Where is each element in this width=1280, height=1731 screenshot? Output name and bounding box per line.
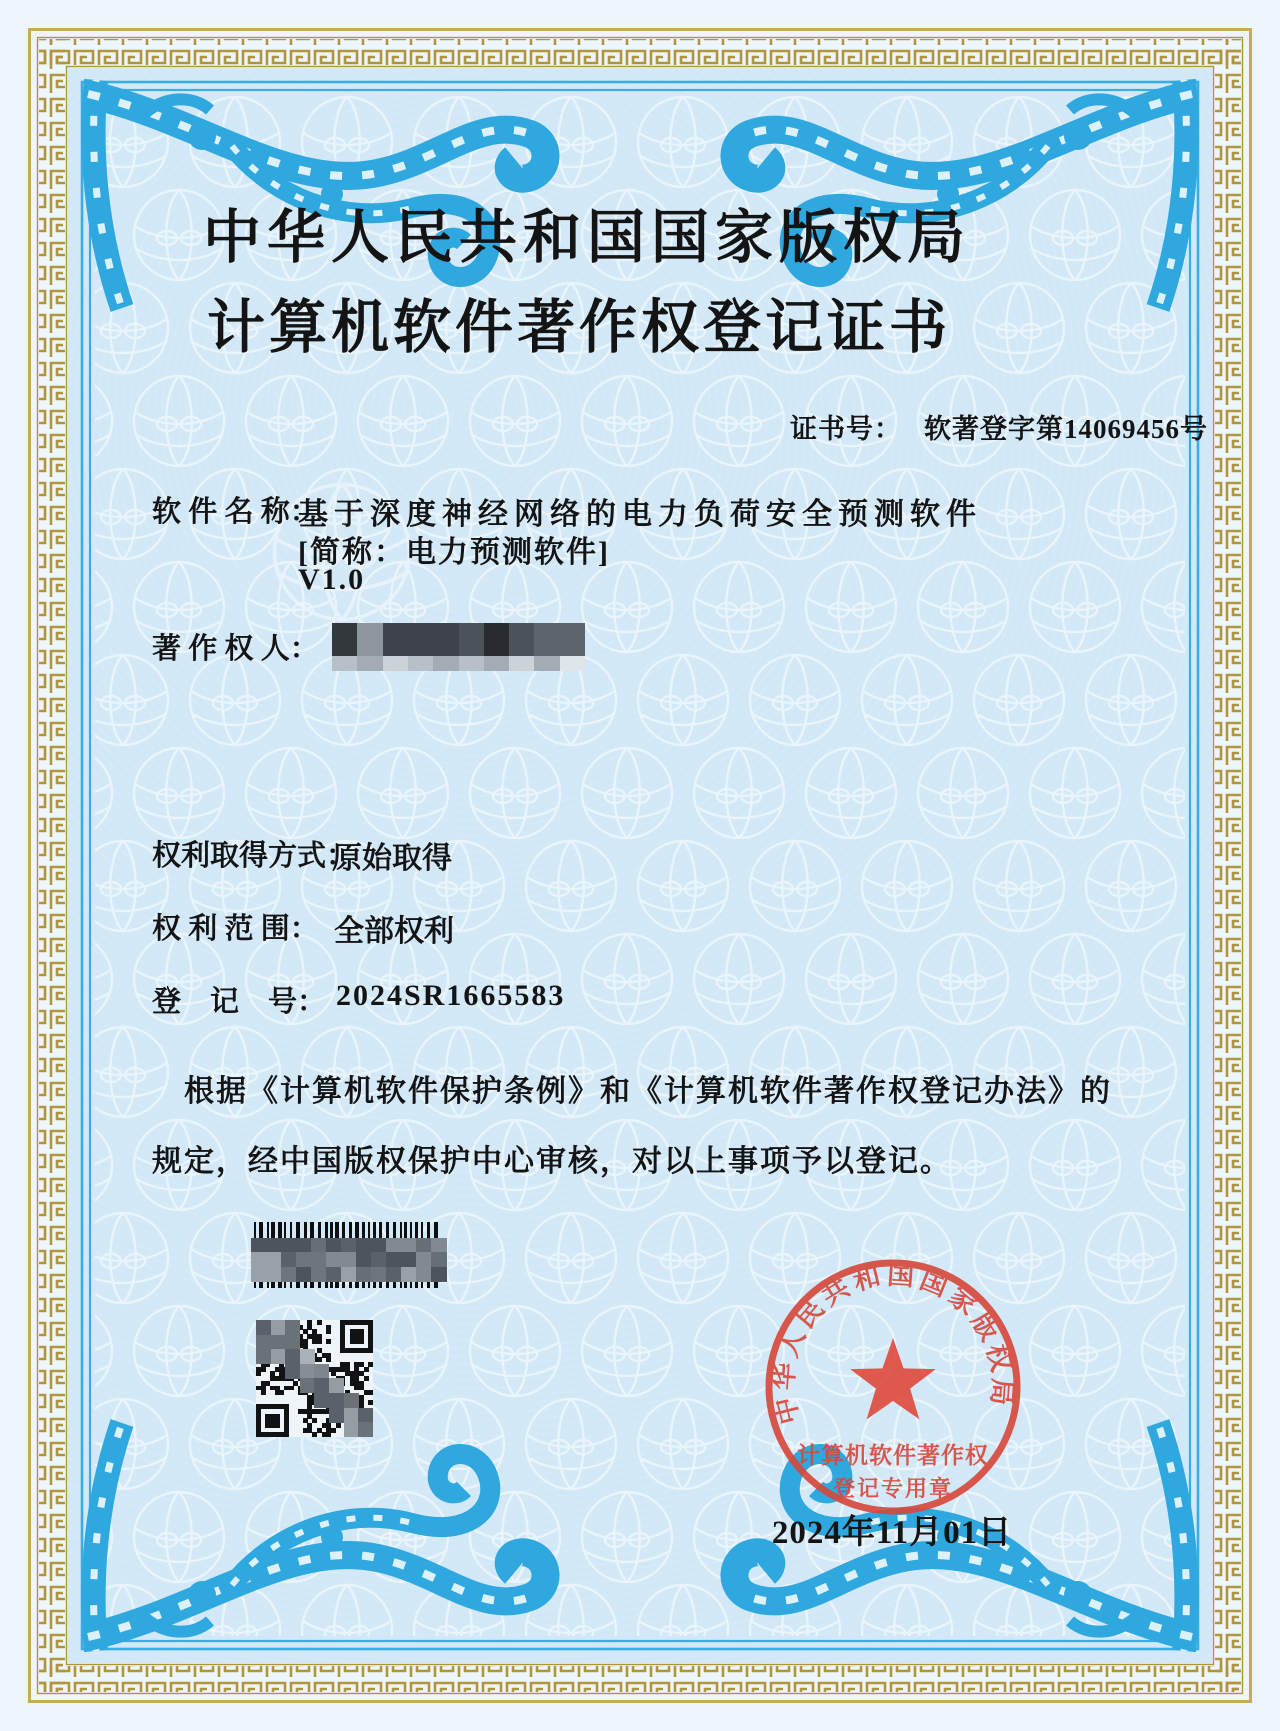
qr-redaction-mosaic (256, 1320, 373, 1437)
document-title: 计算机软件著作权登记证书 (207, 295, 952, 360)
registration-date: 2024年11月01日 (771, 1515, 1013, 1551)
field-value-acquisition-method: 原始取得 (332, 842, 452, 875)
barcode-redaction-mosaic (251, 1238, 446, 1281)
field-label-software-name: 软 件 名 称： (152, 496, 319, 528)
seal-ring-text: 中华人民共和国国家版权局 (768, 1259, 1018, 1428)
authority-title: 中华人民共和国国家版权局 (203, 205, 972, 270)
certificate-number-value: 软著登字第14069456号 (924, 414, 1208, 444)
seal-subtitle-2: 登记专用章 (832, 1476, 954, 1501)
seal-star-icon (850, 1338, 936, 1419)
field-label-acquisition-method: 权利取得方式： (152, 840, 356, 872)
field-label-rights-scope: 权 利 范 围： (152, 913, 319, 945)
certificate-number-line (790, 407, 1208, 446)
field-label-registration-number: 登 记 号： (152, 986, 327, 1018)
statement-line-1: 根据《计算机软件保护条例》和《计算机软件著作权登记办法》的 (184, 1075, 1112, 1108)
field-value-short-name: [简称：电力预测软件] (298, 536, 610, 569)
field-value-version: V1.0 (298, 563, 366, 596)
official-red-seal (757, 1251, 1029, 1523)
certificate-number-label: 证书号： (790, 414, 902, 444)
statement-line-2: 规定，经中国版权保护中心审核，对以上事项予以登记。 (152, 1145, 952, 1178)
field-value-software-name: 基于深度神经网络的电力负荷安全预测软件 (298, 498, 982, 531)
field-value-registration-number: 2024SR1665583 (336, 979, 566, 1012)
seal-subtitle-1: 计算机软件著作权 (797, 1443, 989, 1468)
copyright-owner-redaction-mosaic (332, 623, 585, 671)
field-value-rights-scope: 全部权利 (334, 915, 454, 948)
field-label-copyright-owner: 著 作 权 人： (152, 633, 319, 665)
